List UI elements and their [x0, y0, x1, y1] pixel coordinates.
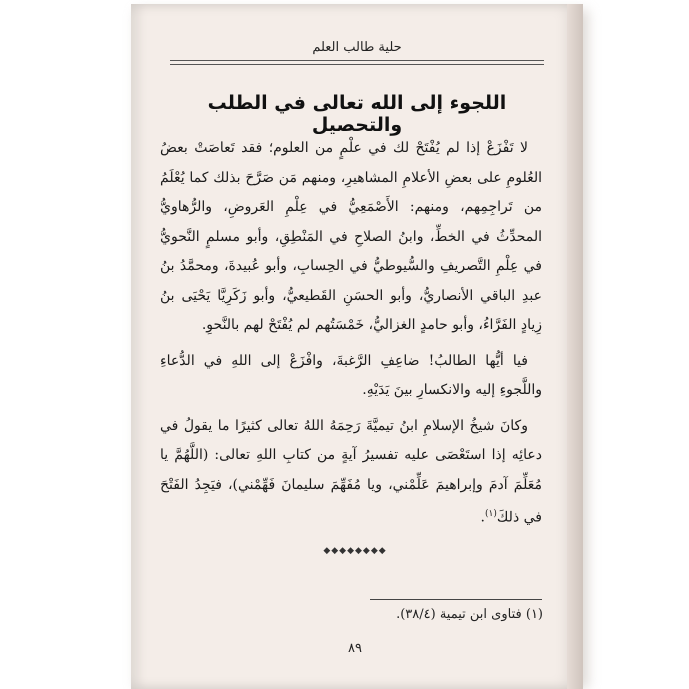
paragraph-3-text: وكانَ شيخُ الإسلامِ ابنُ تيميَّةَ رَحِمَهُ اللهُ تعالى كثيرًا ما يقولُ في دعائِه إذا استَعْصَى عليه تفسيرُ آيةٍ من كتابِ اللهِ تعالى: (اللَّهُمَّ يا مُعَلِّمَ آدمَ وإبراهيمَ عَلِّمْني، ويا مُفَهِّمَ سليمانَ فَهِّمْني)، فيَجِدُ الفَتْحَ في ذلكَ [160, 417, 542, 526]
section-title: اللجوء إلى الله تعالى في الطلب والتحصيل [207, 92, 507, 136]
page-number: ٨٩ [348, 641, 362, 656]
paragraph-2: فيا أيُّها الطالبُ! ضاعِفِ الرَّغبةَ، وافْزَعْ إلى اللهِ في الدُّعاءِ واللَّجوءِ إليه والانكسارِ بينَ يَدَيْهِ. [160, 352, 542, 398]
body-text [160, 134, 542, 533]
footnote-divider [370, 599, 542, 600]
footnote-reference: (١) [485, 509, 497, 519]
paragraph-3: وكانَ شيخُ الإسلامِ ابنُ تيميَّةَ رَحِمَهُ اللهُ تعالى كثيرًا ما يقولُ في دعائِه إذا استَعْصَى عليه تفسيرُ آيةٍ من كتابِ اللهِ تعالى: (اللَّهُمَّ يا مُعَلِّمَ آدمَ وإبراهيمَ عَلِّمْني، ويا مُفَهِّمَ سليمانَ فَهِّمْني)، فيَجِدُ الفَتْحَ في ذلكَ$^{(١)}$. [160, 417, 542, 526]
running-header: حلية طالب العلم [312, 40, 402, 55]
header-divider [170, 60, 544, 65]
section-ornament: ◆◆◆◆◆◆◆◆ [323, 546, 387, 556]
paragraph-1: لا تَفْزَعْ إذا لم يُفْتَحْ لك في علْمٍ من العلوم؛ فقد تَعاصَتْ بعضُ العُلومِ على بعضِ الأعلامِ المشاهيرِ، ومنهم مَن صَرَّحَ بذلك كما يُعْلَمُ من تَراجِمِهم، ومنهم: الأَصْمَعِيُّ في عِلْمِ العَروضِ، والرُّهاويُّ المحدِّثُ في الخطِّ، وابنُ الصلاحِ في المَنْطِقِ، وأبو مسلمٍ النَّحويُّ في عِلْمِ التَّصريفِ والسُّيوطيُّ في الحِسابِ، وأبو عُبيدةَ، ومحمَّدُ بنُ عبدِ الباقي الأنصاريُّ، وأبو الحسَنِ القَطيعيُّ، وأبو زَكَرِيَّا يَحْيَى بنُ زِيادٍ الفَرَّاءُ، وأبو حامدٍ الغزاليُّ، خَمْسَتُهم لم يُفْتَحْ لهم بالنَّحوِ. [160, 140, 542, 333]
footnote: (١) فتاوى ابن تيمية (٣٨/٤). [396, 607, 543, 622]
book-edge [567, 4, 583, 689]
